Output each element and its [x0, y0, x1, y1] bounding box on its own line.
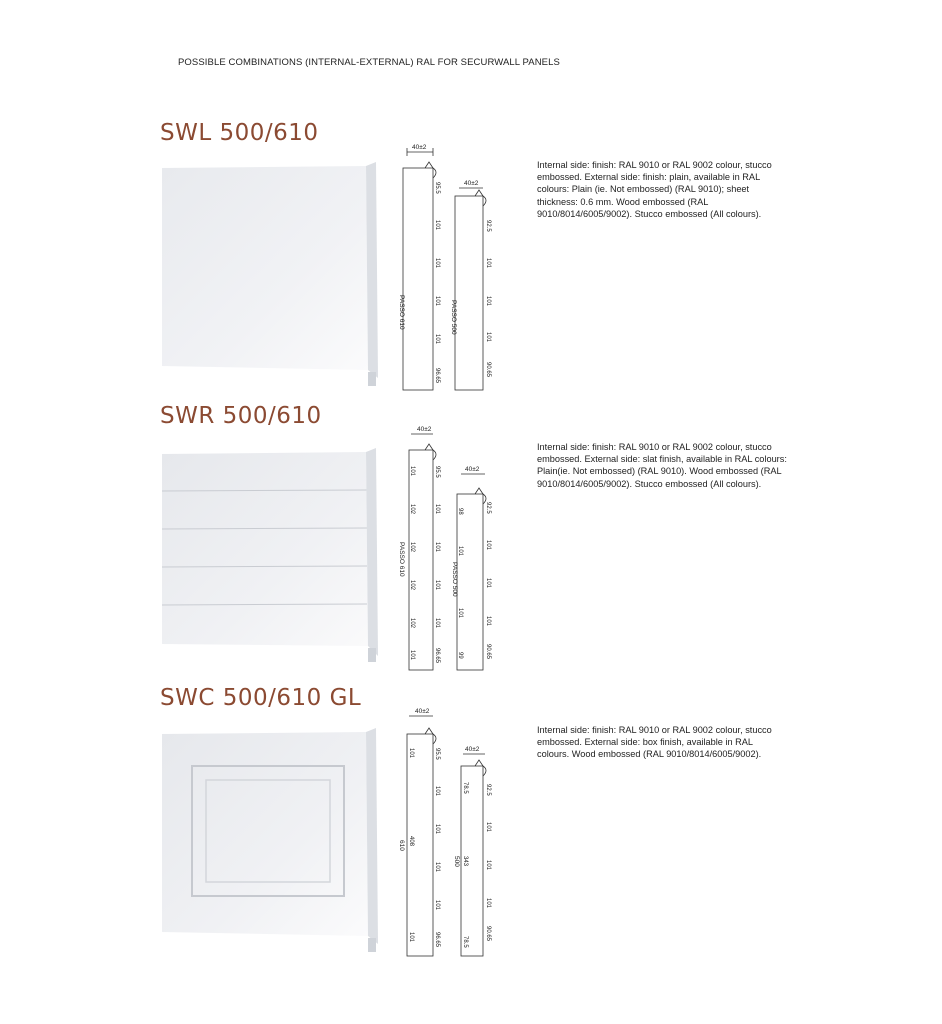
dim-label: 101: [434, 900, 440, 911]
dim-label: 408: [408, 836, 414, 847]
dim-label: 78.5: [462, 782, 468, 794]
dim-label: 101: [485, 860, 491, 871]
dim-label: 101: [485, 540, 491, 551]
dim-label: 101: [457, 546, 463, 557]
dim-label: 101: [409, 466, 415, 477]
dim-label: 101: [434, 504, 440, 515]
section-title-swr: SWR 500/610: [160, 403, 322, 429]
dim-label: 78.5: [462, 936, 468, 948]
dim-label: 101: [434, 824, 440, 835]
dim-label: 98: [457, 508, 463, 515]
dim-label: 99: [457, 652, 463, 659]
pitch-label-small: PASSO 500: [451, 562, 458, 597]
dim-label: 95.5: [434, 466, 440, 478]
dim-label: 101: [434, 786, 440, 797]
dim-label: 102: [409, 580, 415, 591]
dim-label: 101: [485, 898, 491, 909]
dim-label: 101: [434, 334, 440, 345]
dim-label: 96.65: [434, 932, 440, 948]
dim-label: 101: [409, 650, 415, 661]
profile-drawing-swl: [395, 140, 535, 400]
dim-label: 101: [434, 296, 440, 307]
dim-label: 96.65: [434, 368, 440, 384]
dim-label: 102: [409, 504, 415, 515]
width-label-small: 40±2: [465, 746, 480, 753]
panel-photo-swr: [158, 446, 383, 671]
dim-label: 101: [408, 748, 414, 759]
dim-label: 95.5: [434, 182, 440, 194]
profile-drawing-swr: [395, 422, 535, 677]
dim-label: 92.5: [485, 502, 491, 514]
dim-label: 101: [408, 932, 414, 943]
panel-photo-swc: [158, 726, 383, 956]
section-description-swl: Internal side: finish: RAL 9010 or RAL 9002 colour, stucco embossed. External side: finish: plain, available in RAL colours: Plain (ie. Not embossed) (RAL 9010); sheet thickness: 0.6 mm. Wood embossed (RAL 9010/8014/6005/9002). Stucco embossed (All colours).: [537, 160, 772, 219]
width-label-small: 40±2: [464, 180, 479, 187]
dim-label: 102: [409, 618, 415, 629]
dim-label: 101: [434, 220, 440, 231]
dim-label: 101: [434, 862, 440, 873]
width-label-big: 40±2: [415, 708, 430, 715]
dim-label: 95.5: [434, 748, 440, 760]
dim-label: 101: [485, 296, 491, 307]
dim-label: 101: [434, 258, 440, 269]
width-label-big: 40±2: [412, 144, 427, 151]
section-description-swc: Internal side: finish: RAL 9010 or RAL 9002 colour, stucco embossed. External side: box finish, available in RAL colours. Wood embossed (RAL 9010/8014/6005/9002).: [537, 725, 772, 760]
pitch-label-small: 500: [453, 856, 460, 867]
dim-label: 92.5: [485, 784, 491, 796]
dim-label: 92.5: [485, 220, 491, 232]
pitch-label-big: 610: [398, 840, 405, 851]
dim-label: 101: [485, 332, 491, 343]
dim-label: 96.65: [434, 648, 440, 664]
section-description-swr: Internal side: finish: RAL 9010 or RAL 9002 colour, stucco embossed. External side: slat finish, available in RAL colours: Plain(ie. Not embossed) (RAL 9010). Wood embossed (RAL 9010/8014/6005/9002). Stucco embossed (All colours).: [537, 442, 787, 489]
dim-label: 90.65: [485, 644, 491, 660]
dim-label: 90.65: [485, 362, 491, 378]
dim-label: 102: [409, 542, 415, 553]
dim-label: 101: [485, 822, 491, 833]
dim-label: 343: [462, 856, 468, 867]
pitch-label-big: PASSO 610: [398, 542, 405, 577]
pitch-label-small: PASSO 500: [450, 300, 457, 335]
dim-label: 101: [485, 616, 491, 627]
section-title-swl: SWL 500/610: [160, 120, 319, 146]
dim-label: 101: [457, 608, 463, 619]
width-label-big: 40±2: [417, 426, 432, 433]
dim-label: 101: [434, 542, 440, 553]
section-title-swc: SWC 500/610 GL: [160, 685, 362, 711]
dim-label: 101: [485, 578, 491, 589]
panel-photo-swl: [158, 160, 383, 390]
dim-label: 101: [434, 580, 440, 591]
dim-label: 101: [485, 258, 491, 269]
dim-label: 101: [434, 618, 440, 629]
page-header: POSSIBLE COMBINATIONS (INTERNAL-EXTERNAL) RAL FOR SECURWALL PANELS: [178, 57, 560, 68]
width-label-small: 40±2: [465, 466, 480, 473]
profile-drawing-swc: [395, 704, 535, 964]
pitch-label-big: PASSO 610: [398, 295, 405, 330]
dim-label: 90.65: [485, 926, 491, 942]
